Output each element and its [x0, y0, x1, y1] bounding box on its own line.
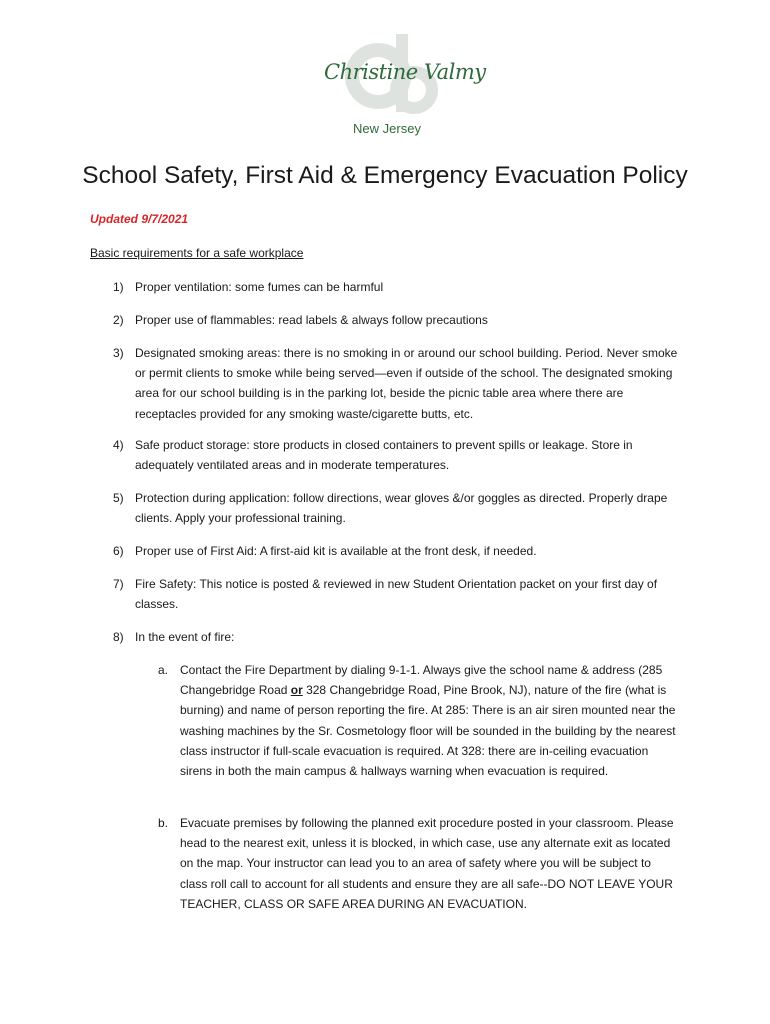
sub-list-letter: b.	[158, 816, 169, 830]
list-number: 5)	[113, 491, 124, 505]
list-number: 1)	[113, 280, 124, 294]
list-text: Proper use of First Aid: A first-aid kit is available at the front desk, if needed.	[135, 544, 537, 558]
list-number: 8)	[113, 630, 124, 644]
list-text: Designated smoking areas: there is no smoking in or around our school building. Period. Never smoke or permit clients to smoke while being served—even if outside of the school. The designated smoking area for our school building is in the parking lot, beside the picnic table area where there are receptacles provided for any smoking waste/cigarette butts, etc.	[135, 346, 678, 421]
updated-date: Updated 9/7/2021	[90, 212, 189, 226]
list-text: Fire Safety: This notice is posted & reviewed in new Student Orientation packet on your first day of classes.	[135, 577, 658, 612]
emphasis-or: or	[290, 683, 303, 698]
list-number: 2)	[113, 313, 124, 327]
list-text: Proper use of flammables: read labels & always follow precautions	[135, 313, 488, 327]
page-title: School Safety, First Aid & Emergency Evacuation Policy	[82, 162, 688, 189]
list-text: Safe product storage: store products in closed containers to prevent spills or leakage. Store in adequately ventilated areas and in moderate temperatures.	[135, 438, 633, 473]
list-number: 6)	[113, 544, 124, 558]
list-number: 4)	[113, 438, 124, 452]
sub-list-letter: a.	[158, 663, 169, 677]
list-number: 3)	[113, 346, 124, 360]
logo-subtitle: New Jersey	[353, 121, 421, 136]
list-number: 7)	[113, 577, 124, 591]
section-heading: Basic requirements for a safe workplace	[90, 246, 304, 260]
list-text: In the event of fire:	[135, 630, 235, 644]
sub-list-text: Evacuate premises by following the planned exit procedure posted in your classroom. Please head to the nearest exit, unless it is blocked, in which case, use any alternate exit as located on the map. Your instructor can lead you to an area of safety where you will be subject to class roll call to account for all students and ensure they are all safe--DO NOT LEAVE YOUR TEACHER, CLASS OR SAFE AREA DURING AN EVACUATION.	[180, 816, 674, 911]
sub-list-text: Contact the Fire Department by dialing 9-1-1. Always give the school name & address (285 Changebridge Road or 328 Changebridge Road, Pine Brook, NJ), nature of the fire (what is burning) and name of person reporting the fire. At 285: There is an air siren mounted near the washing machines by the Sr. Cosmetology floor will be sounded in the building by the nearest class instructor if full-scale evacuation is required. At 328: there are in-ceiling evacuation sirens in both the main campus & hallways warning when evacuation is required.	[180, 663, 676, 779]
logo-wordmark: Christine Valmy	[324, 60, 486, 84]
list-text: Proper ventilation: some fumes can be harmful	[135, 280, 384, 294]
list-text: Protection during application: follow directions, wear gloves &/or goggles as directed. Properly drape clients. Apply your professional training.	[135, 491, 668, 526]
